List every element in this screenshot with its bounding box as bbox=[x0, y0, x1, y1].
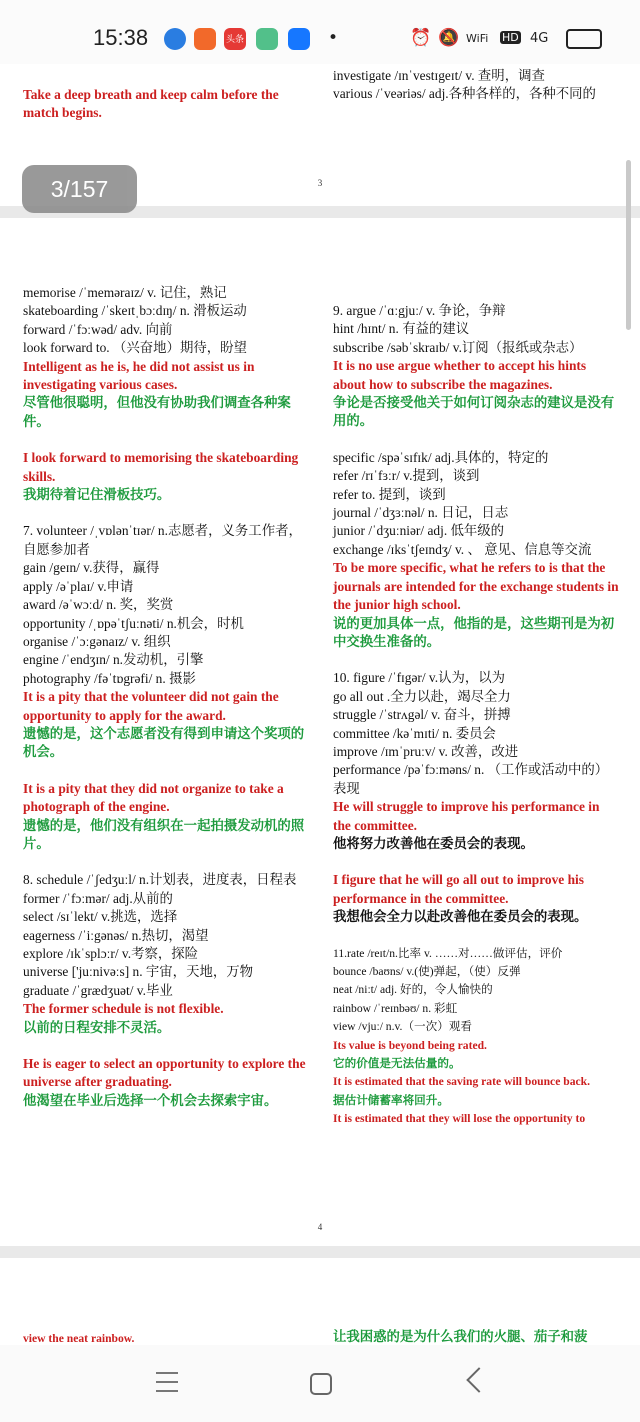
vocab-entry: specific /spəˈsɪfɪk/ adj.具体的，特定的 bbox=[333, 449, 549, 465]
page3-right-column bbox=[333, 67, 619, 104]
more-notifications-dot: • bbox=[328, 28, 339, 48]
page3-left-column bbox=[23, 86, 309, 123]
vocab-entry: award /əˈwɔːd/ n. 奖，奖赏 bbox=[23, 597, 174, 613]
vocab-entry: journal /ˈdʒɜːnəl/ n. 日记，日志 bbox=[333, 505, 509, 521]
example-translation: 说的更加具体一点，他指的是，这些期刊是为初中交换生准备的。 bbox=[333, 615, 615, 649]
menu-icon[interactable] bbox=[156, 1372, 178, 1394]
vocab-entry: performance /pəˈfɔːməns/ n. （工作或活动中的）表现 bbox=[333, 762, 609, 796]
example-sentence: It is estimated that they will lose the opportunity to bbox=[333, 1112, 586, 1126]
vocab-entry: graduate /ˈgrædʒuət/ v.毕业 bbox=[23, 982, 173, 998]
page-indicator: 3/157 bbox=[22, 165, 137, 213]
home-icon[interactable] bbox=[310, 1373, 332, 1395]
vocab-entry: refer to. 提到，谈到 bbox=[333, 486, 446, 502]
example-translation: 遗憾的是，他们没有组织在一起拍摄发动机的照片。 bbox=[23, 817, 305, 851]
vocab-entry: neat /niːt/ adj. 好的，令人愉快的 bbox=[333, 983, 493, 997]
example-sentence: It is estimated that the saving rate will bounce back. bbox=[333, 1075, 590, 1089]
page-4 bbox=[0, 218, 640, 1246]
vocab-entry: gain /geɪn/ v.获得，赢得 bbox=[23, 560, 160, 576]
vocab-entry: struggle /ˈstrʌgəl/ v. 奋斗，拼搏 bbox=[333, 707, 511, 723]
vocab-entry: organise /ˈɔːgənaɪz/ v. 组织 bbox=[23, 633, 171, 649]
page-5 bbox=[0, 1258, 640, 1358]
mute-icon: 🔕 bbox=[438, 28, 460, 48]
browser-app-icon bbox=[164, 28, 186, 50]
vocab-entry: look forward to. （兴奋地）期待，盼望 bbox=[23, 340, 247, 356]
vocab-entry: former /ˈfɔːmər/ adj.从前的 bbox=[23, 890, 173, 906]
example-sentence: To be more specific, what he refers to is that the journals are intended for the exchange students in the junior high school. bbox=[333, 560, 619, 613]
vocab-entry: bounce /baʊns/ v.(使)弹起，（使）反弹 bbox=[333, 965, 521, 978]
wifi-icon: WiFi bbox=[466, 32, 489, 45]
vocab-entry: rainbow /ˈreɪnbəʊ/ n. 彩虹 bbox=[333, 1001, 458, 1015]
scrollbar[interactable] bbox=[626, 160, 631, 330]
example-translation: 据估计储蓄率将回升。 bbox=[333, 1093, 449, 1107]
vocab-entry: investigate /ɪnˈvestɪgeɪt/ v. 查明，调查 bbox=[333, 68, 545, 83]
vocab-entry: view /vjuː/ n.v.（一次）观看 bbox=[333, 1020, 473, 1034]
example-translation: 我期待着记住滑板技巧。 bbox=[23, 487, 171, 503]
vocab-entry: explore /ɪkˈsplɔːr/ v.考察，探险 bbox=[23, 946, 199, 961]
example-sentence: It is a pity that they did not organize to take a photograph of the engine. bbox=[23, 780, 284, 815]
hd-icon: HD bbox=[502, 31, 519, 44]
example-sentence: The former schedule is not flexible. bbox=[23, 1001, 224, 1017]
example-sentence: It is a pity that the volunteer did not gain the opportunity to apply for the award. bbox=[23, 689, 279, 723]
example-sentence: Intelligent as he is, he did not assist us in investigating various cases. bbox=[23, 358, 255, 393]
vocab-entry: eagerness /ˈiːgənəs/ n.热切，渴望 bbox=[23, 927, 209, 943]
page4-right-column bbox=[333, 302, 619, 1129]
example-sentence: view the neat rainbow. bbox=[23, 1332, 135, 1345]
example-translation: 他将努力改善他在委员会的表现。 bbox=[333, 835, 534, 851]
example-sentence: It is no use argue whether to accept his hints about how to subscribe the magazines. bbox=[333, 358, 587, 392]
signal-icon: 4G bbox=[530, 31, 549, 46]
vocab-entry: junior /ˈdʒuːniər/ adj. 低年级的 bbox=[333, 523, 505, 539]
vocab-entry: subscribe /səbˈskraɪb/ v.订阅（报纸或杂志） bbox=[333, 339, 583, 355]
vocab-entry: select /sɪˈlekt/ v.挑选，选择 bbox=[23, 909, 178, 925]
vocab-entry: photography /fəˈtɒgrəfi/ n. 摄影 bbox=[23, 670, 196, 686]
example-sentence: Its value is beyond being rated. bbox=[333, 1038, 487, 1052]
page4-left-column bbox=[23, 284, 309, 1110]
example-sentence: He will struggle to improve his performance in the committee. bbox=[333, 799, 600, 833]
example-translation: 尽管他很聪明，但他没有协助我们调查各种案件。 bbox=[23, 395, 291, 429]
vocab-entry: forward /ˈfɔːwəd/ adv. 向前 bbox=[23, 321, 173, 337]
vocab-entry: go all out .全力以赴，竭尽全力 bbox=[333, 688, 511, 704]
example-translation: 它的价值是无法估量的。 bbox=[333, 1057, 461, 1071]
vocab-entry: improve /ɪmˈpruːv/ v. 改善，改进 bbox=[333, 743, 519, 759]
example-sentence: I figure that he will go all out to improve his performance in the committee. bbox=[333, 872, 584, 906]
example-sentence: Take a deep breath and keep calm before the match begins. bbox=[23, 87, 279, 121]
vocab-entry: skateboarding /ˈskeɪtˌbɔːdɪŋ/ n. 滑板运动 bbox=[23, 303, 247, 319]
example-translation: 争论是否接受他关于如何订阅杂志的建议是没有用的。 bbox=[333, 395, 615, 429]
page-number: 4 bbox=[317, 1222, 323, 1232]
example-translation: 让我困惑的是为什么我们的火腿、茄子和菠 bbox=[333, 1329, 588, 1344]
vocab-entry: opportunity /ˌɒpəˈtʃuːnəti/ n.机会，时机 bbox=[23, 615, 244, 631]
example-translation: 以前的日程安排不灵活。 bbox=[23, 1019, 171, 1035]
vocab-entry: refer /rɪˈfɜːr/ v.提到，谈到 bbox=[333, 468, 480, 484]
page-number: 3 bbox=[317, 178, 323, 188]
page5-right-column bbox=[333, 1328, 623, 1346]
vocab-entry: 11.rate /reɪt/n.比率 v. ……对……做评估，评价 bbox=[333, 946, 563, 960]
vocab-entry: hint /hɪnt/ n. 有益的建议 bbox=[333, 321, 470, 337]
vocab-entry: 10. figure /ˈfɪgər/ v.认为，以为 bbox=[333, 670, 506, 686]
vocab-entry: various /ˈveəriəs/ adj.各种各样的，各种不同的 bbox=[333, 86, 596, 102]
battery-icon bbox=[566, 29, 602, 49]
vocab-entry: exchange /ɪksˈtʃeɪndʒ/ v. 、 意见、信息等交流 bbox=[333, 541, 592, 557]
example-sentence: He is eager to select an opportunity to explore the universe after graduating. bbox=[23, 1056, 306, 1090]
alipay-app-icon bbox=[288, 28, 310, 50]
vocab-entry: committee /kəˈmɪti/ n. 委员会 bbox=[333, 725, 496, 741]
example-translation: 我想他会全力以赴改善他在委员会的表现。 bbox=[333, 909, 588, 925]
example-translation: 他渴望在毕业后选择一个机会去探索宇宙。 bbox=[23, 1092, 278, 1108]
vocab-entry: memorise /ˈmeməraɪz/ v. 记住，熟记 bbox=[23, 285, 227, 300]
vocab-entry: 9. argue /ˈɑːgjuː/ v. 争论，争辩 bbox=[333, 303, 506, 318]
vocab-entry: apply /əˈplaɪ/ v.申请 bbox=[23, 578, 134, 594]
green-app-icon bbox=[256, 28, 278, 50]
toutiao-app-icon: 头条 bbox=[224, 28, 246, 50]
vocab-entry: 7. volunteer /ˌvɒlənˈtɪər/ n.志愿者，义务工作者，自愿参加者 bbox=[23, 523, 302, 557]
example-translation: 遗憾的是，这个志愿者没有得到申请这个奖项的机会。 bbox=[23, 725, 305, 760]
example-sentence: I look forward to memorising the skateboarding skills. bbox=[23, 450, 299, 484]
vocab-entry: engine /ˈendʒɪn/ n.发动机，引擎 bbox=[23, 652, 204, 668]
clock: 15:38 bbox=[93, 25, 149, 50]
vocab-entry: 8. schedule /ˈʃedʒuːl/ n.计划表，进度表，日程表 bbox=[23, 872, 297, 888]
alarm-icon: ⏰ bbox=[410, 28, 432, 48]
shop-app-icon bbox=[194, 28, 216, 50]
vocab-entry: universe ['juːnivəːs] n. 宇宙，天地，万物 bbox=[23, 964, 254, 980]
